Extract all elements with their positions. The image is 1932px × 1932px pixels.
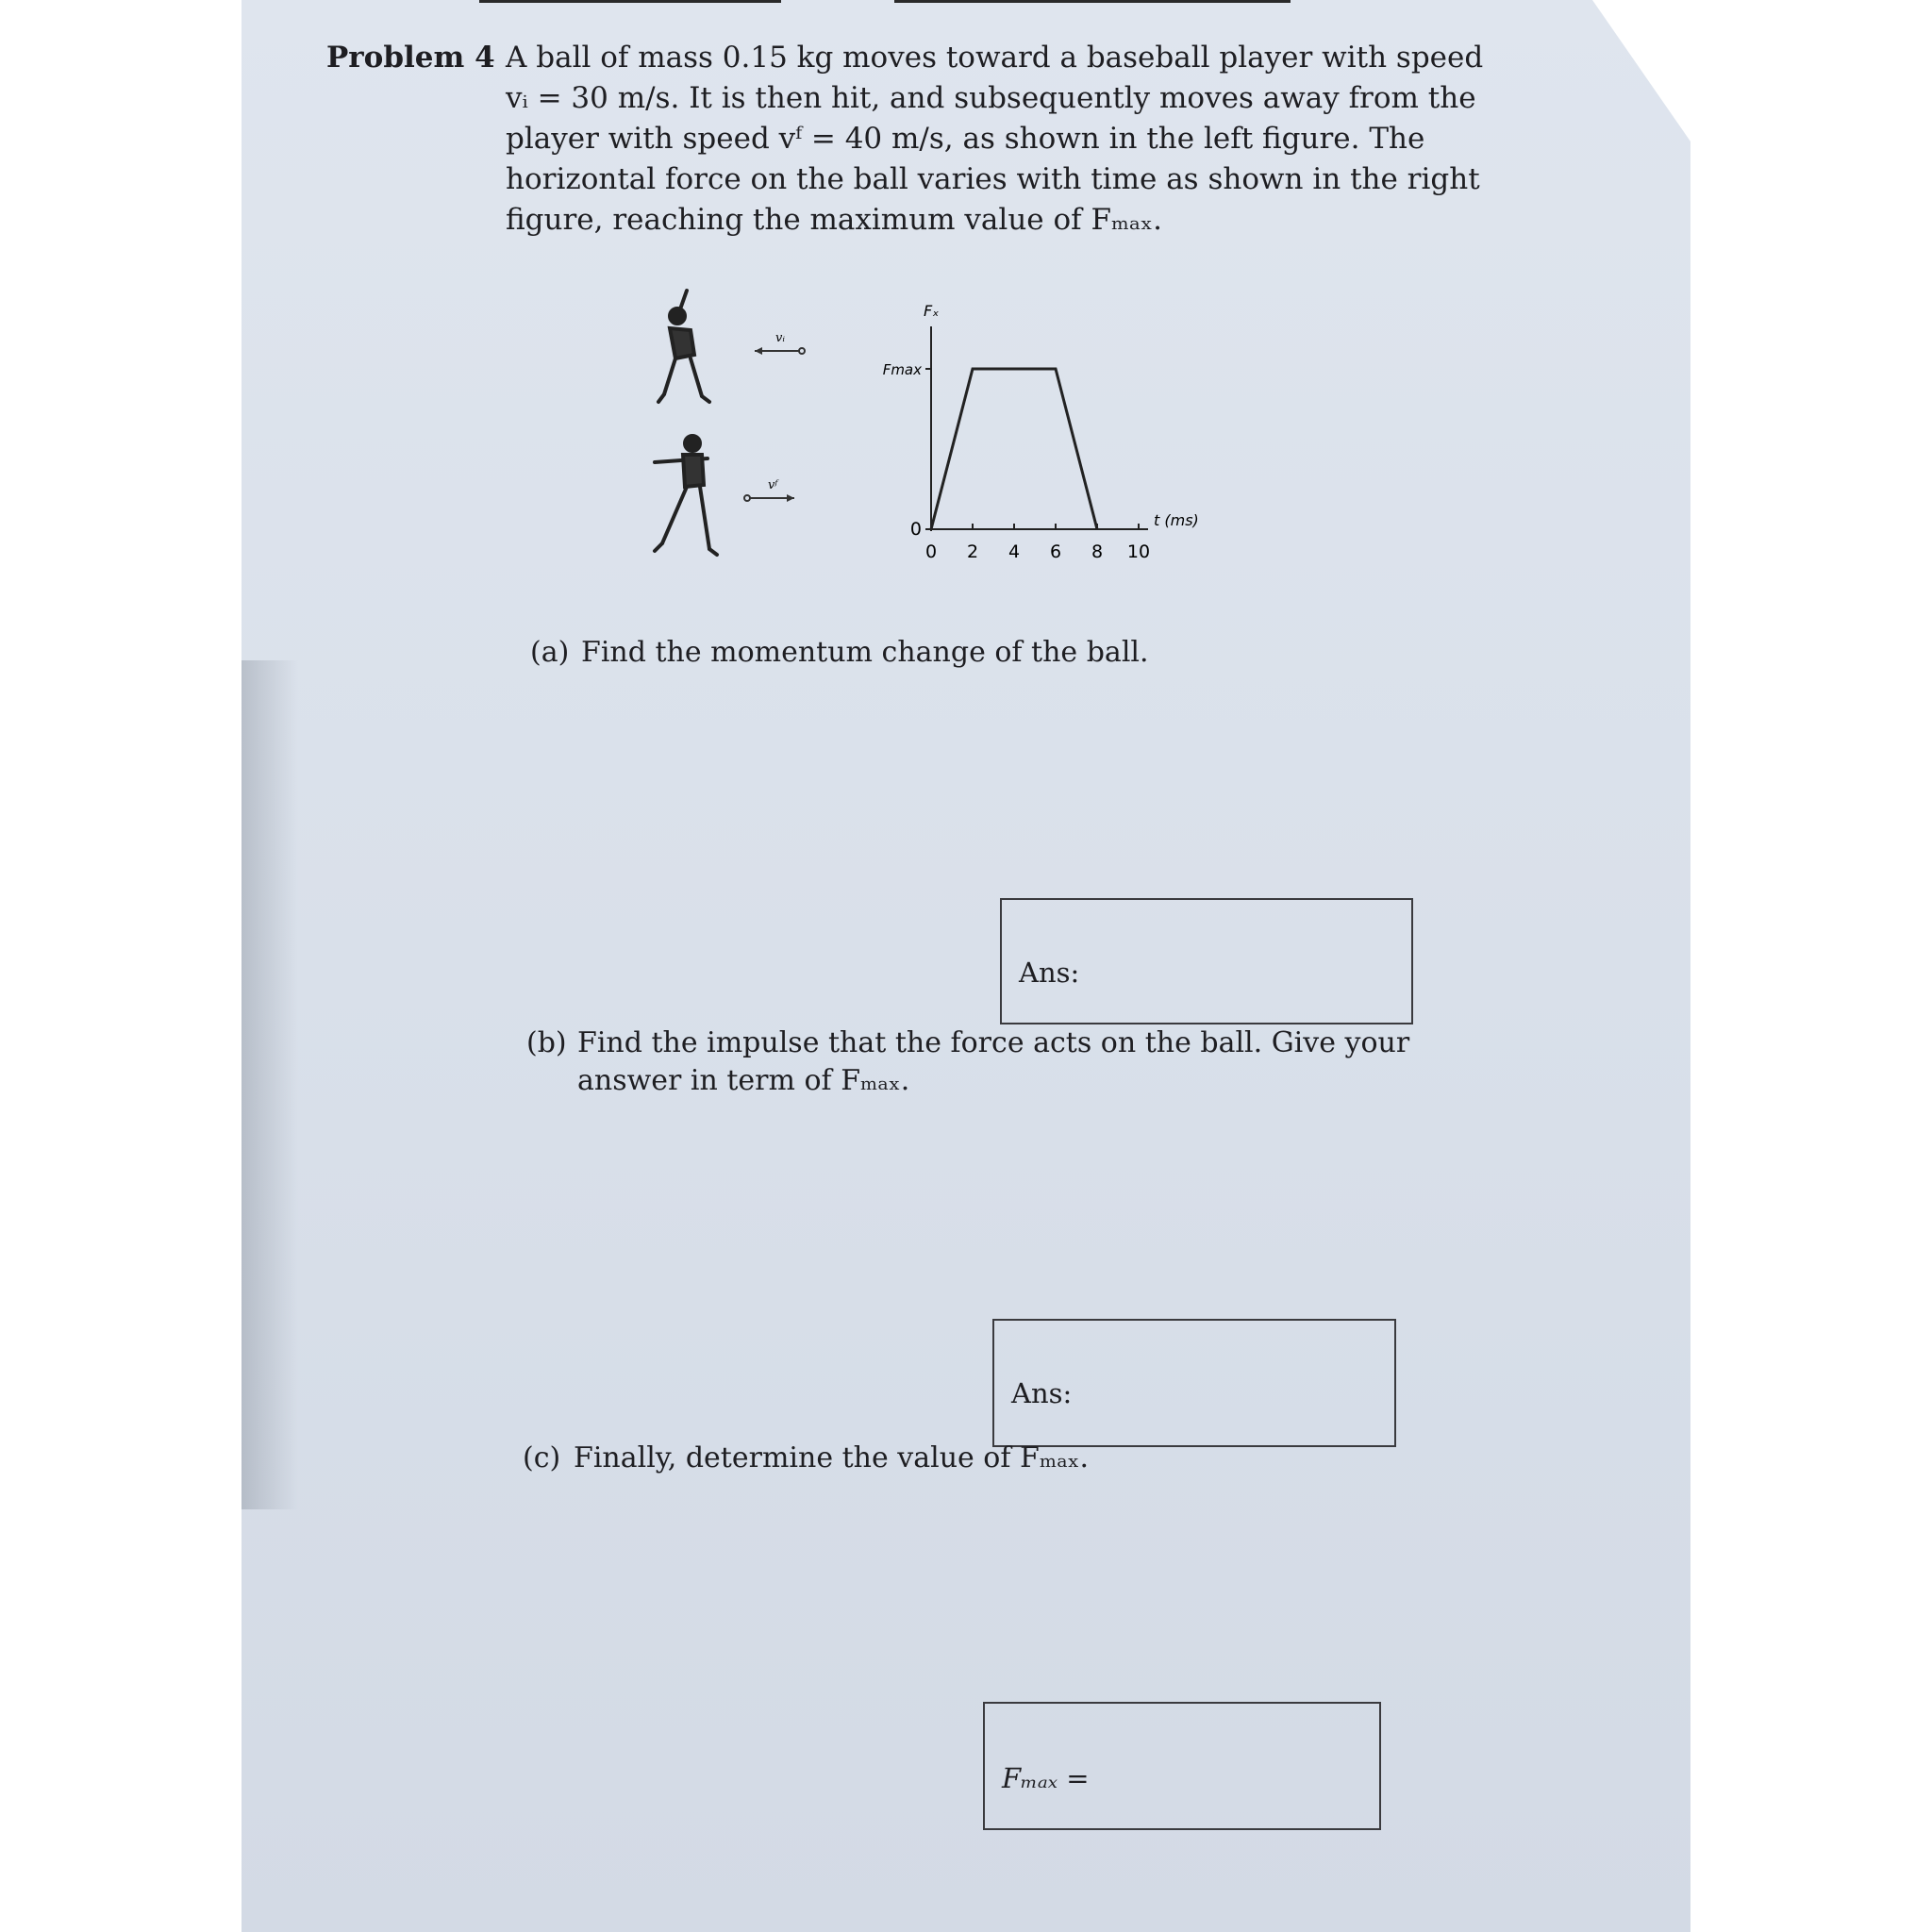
x-tick-label-10: 10 xyxy=(1126,541,1151,562)
problem-line-5: figure, reaching the maximum value of Fₘₐₓ. xyxy=(506,203,1162,237)
question-a xyxy=(530,634,1149,672)
question-b-text: Find the impulse that the force acts on the ball. Give your xyxy=(577,1026,1410,1059)
force-time-chart xyxy=(877,288,1217,571)
y-tick-label-0: 0 xyxy=(909,519,922,540)
problem-line-2: vᵢ = 30 m/s. It is then hit, and subsequently moves away from the xyxy=(506,81,1476,115)
question-c xyxy=(523,1440,1089,1477)
problem-line-1: A ball of mass 0.15 kg moves toward a baseball player with speed xyxy=(506,41,1484,75)
vi-label: vᵢ xyxy=(775,331,785,345)
ball-before xyxy=(799,348,805,354)
name-line xyxy=(479,0,781,3)
answer-label-a: Ans: xyxy=(1019,957,1080,989)
vi-arrowhead xyxy=(755,347,762,355)
vf-arrowhead xyxy=(787,494,794,502)
batter-after-icon xyxy=(655,436,717,555)
id-line xyxy=(894,0,1291,3)
question-a-text: Find the momentum change of the ball. xyxy=(581,636,1149,669)
batter-before-icon xyxy=(658,291,709,402)
question-c-label: (c) xyxy=(523,1441,561,1474)
question-c-text: Finally, determine the value of Fₘₐₓ. xyxy=(574,1441,1090,1474)
problem-label: Problem 4 xyxy=(326,41,495,75)
y-tick-label-1: Fmax xyxy=(882,361,922,378)
batter-figure xyxy=(641,283,830,566)
question-b xyxy=(526,1024,1413,1100)
x-tick-label-0: 0 xyxy=(924,541,938,562)
x-tick-label-4: 4 xyxy=(1008,541,1021,562)
question-b-text-2: answer in term of Fₘₐₓ. xyxy=(577,1064,910,1097)
ball-after xyxy=(744,495,750,501)
question-a-label: (a) xyxy=(530,636,570,669)
vf-label: vᶠ xyxy=(768,478,778,492)
answer-label-c: Fₘₐₓ = xyxy=(1002,1762,1090,1794)
problem-line-4: horizontal force on the ball varies with time as shown in the right xyxy=(506,162,1480,196)
page-shadow xyxy=(242,660,298,1509)
y-axis-label: Fₓ xyxy=(924,302,940,320)
problem-line-3: player with speed vᶠ = 40 m/s, as shown in the left figure. The xyxy=(506,122,1425,156)
x-tick-label-6: 6 xyxy=(1049,541,1062,562)
question-b-label: (b) xyxy=(526,1026,567,1059)
x-tick-label-2: 2 xyxy=(966,541,979,562)
force-curve xyxy=(931,369,1097,529)
x-axis-label: t (ms) xyxy=(1154,511,1199,529)
x-tick-label-8: 8 xyxy=(1091,541,1104,562)
answer-label-b: Ans: xyxy=(1011,1377,1073,1409)
